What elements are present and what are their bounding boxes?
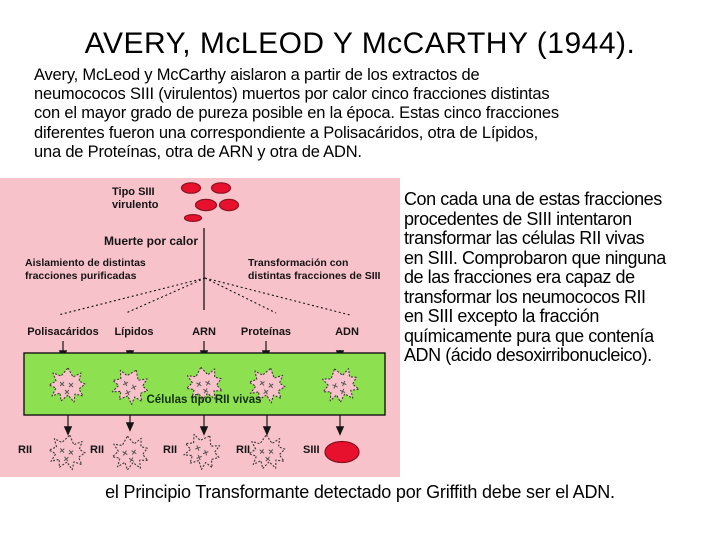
conclusion-paragraph bbox=[404, 190, 720, 366]
intro-line: Avery, McLeod y McCarthy aislaron a partir de los extractos de bbox=[34, 66, 480, 84]
experiment-diagram-image bbox=[0, 178, 400, 477]
virulent-siii-cells-icon bbox=[182, 183, 239, 222]
intro-line: neumococos SIII (virulentos) muertos por calor cinco fracciones distintas bbox=[34, 85, 550, 104]
conclusion-line: de las fracciones era capaz de bbox=[404, 267, 635, 287]
bottom-caption: el Principio Transformante detectado por Griffith debe ser el ADN. bbox=[105, 482, 615, 502]
muerte-por-calor-label: Muerte por calor bbox=[104, 234, 199, 248]
tipo-siii-label: Tipo SIII virulento bbox=[112, 186, 159, 211]
fraction-label-lipidos: Lípidos bbox=[114, 326, 154, 338]
transformacion-label: Transformación con distintas fracciones de SIII bbox=[248, 257, 381, 282]
fraction-label-polisacaridos: Polisacáridos bbox=[27, 326, 99, 338]
intro-paragraph bbox=[34, 66, 694, 162]
conclusion-line: ADN (ácido desoxirribonucleico). bbox=[404, 345, 652, 365]
conclusion-line: transformar los neumococos RII bbox=[404, 286, 646, 307]
fraction-label-proteinas: Proteínas bbox=[240, 326, 292, 338]
conclusion-line: en SIII excepto la fracción bbox=[404, 306, 599, 326]
result-label-rii: RII bbox=[18, 444, 33, 456]
siii-result-oval-icon bbox=[325, 442, 359, 463]
result-arrows bbox=[68, 415, 340, 434]
fraction-label-adn: ADN bbox=[335, 326, 359, 338]
intro-line: diferentes fueron una correspondiente a Polisacáridos, otra de Lípidos, bbox=[34, 123, 539, 142]
conclusion-line: Con cada una de estas fracciones bbox=[404, 189, 662, 209]
conclusion-line: en SIII. Comprobaron que ninguna bbox=[404, 247, 666, 268]
conclusion-line: químicamente pura que contenía bbox=[404, 325, 654, 346]
result-label-siii: SIII bbox=[303, 444, 320, 456]
conclusion-line: procedentes de SIII intentaron bbox=[404, 208, 632, 229]
aislamiento-label: Aislamiento de distintas fracciones purificadas bbox=[25, 257, 146, 282]
intro-line: con el mayor grado de pureza posible en la época. Estas cinco fracciones bbox=[34, 104, 559, 123]
intro-line: una de Proteínas, otra de ARN y otra de ADN. bbox=[34, 142, 362, 161]
conclusion-line: transformar las células RII vivas bbox=[404, 228, 645, 248]
fraction-label-arn: ARN bbox=[192, 326, 216, 338]
page-title: AVERY, McLEOD Y McCARTHY (1944). bbox=[84, 27, 636, 60]
celulas-rii-vivas-label: Células tipo RII vivas bbox=[146, 394, 262, 406]
result-label-rii: RII bbox=[236, 444, 251, 456]
result-label-rii: RII bbox=[90, 444, 105, 456]
result-label-rii: RII bbox=[163, 444, 178, 456]
